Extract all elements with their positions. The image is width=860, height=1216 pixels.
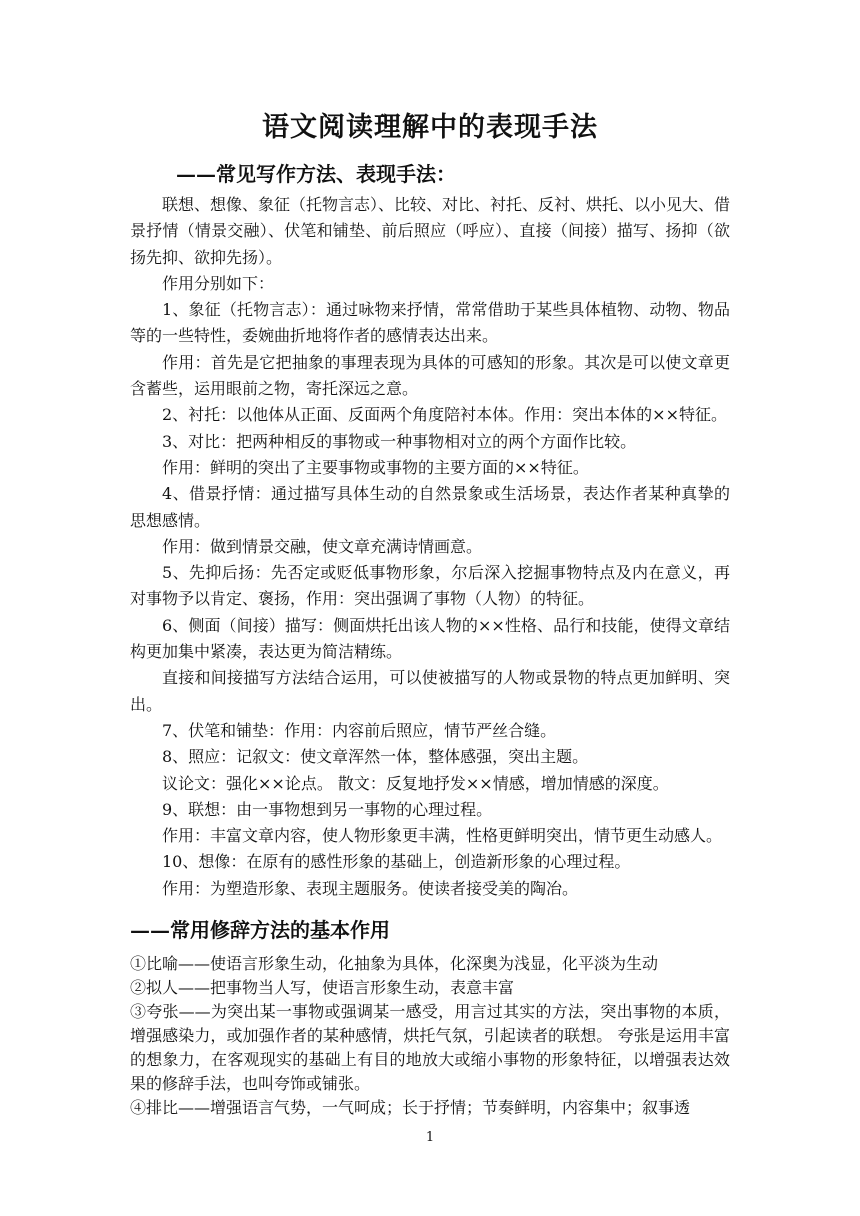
paragraph: 议论文：强化××论点。 散文：反复地抒发××情感，增加情感的深度。 xyxy=(162,773,669,793)
paragraph: 5、先抑后扬：先否定或贬低事物形象，尔后深入挖掘事物特点及内在意义，再对事物予以肯定、褒扬，作用：突出强调了事物（人物）的特征。 xyxy=(130,563,730,609)
paragraph: 7、伏笔和铺垫：作用：内容前后照应，情节严丝合缝。 xyxy=(162,720,557,740)
paragraph: 作用：首先是它把抽象的事理表现为具体的可感知的形象。其次是可以使文章更含蓄些，运用眼前之物，寄托深远之意。 xyxy=(130,352,730,399)
paragraph: ②拟人——把事物当人写，使语言形象生动，表意丰富 xyxy=(130,978,515,997)
paragraph: 8、照应：记叙文：使文章浑然一体，整体感强，突出主题。 xyxy=(162,747,589,767)
paragraph: 联想、想像、象征（托物言志）、比较、对比、衬托、反衬、烘托、以小见大、借景抒情（情景交融）、伏笔和铺垫、前后照应（呼应）、直接（间接）描写、扬抑（欲扬先抑、欲抑先扬）。 xyxy=(130,195,731,267)
paragraph: 10、想像：在原有的感性形象的基础上，创造新形象的心理过程。 xyxy=(162,852,631,872)
paragraph: ①比喻——使语言形象生动，化抽象为具体，化深奥为浅显，化平淡为生动 xyxy=(130,954,659,973)
section-heading-rhetoric: ——常用修辞方法的基本作用 xyxy=(130,918,390,942)
paragraph: 作用：丰富文章内容，使人物形象更丰满，性格更鲜明突出，情节更生动感人。 xyxy=(162,826,723,846)
paragraph: 作用：为塑造形象、表现主题服务。使读者接受美的陶冶。 xyxy=(162,878,579,898)
paragraph: 2、衬托：以他体从正面、反面两个角度陪衬本体。作用：突出本体的××特征。 xyxy=(162,405,727,425)
section-body-rhetoric xyxy=(130,952,730,1120)
paragraph: 3、对比：把两种相反的事物或一种事物相对立的两个方面作比较。 xyxy=(162,431,637,451)
paragraph: 6、侧面（间接）描写：侧面烘托出该人物的××性格、品行和技能，使得文章结构更加集中紧凑，表达更为简洁精练。 xyxy=(130,615,730,662)
paragraph: 直接和间接描写方法结合运用，可以使被描写的人物或景物的特点更加鲜明、突出。 xyxy=(130,668,730,714)
paragraph: ③夸张——为突出某一事物或强调某一感受，用言过其实的方法，突出事物的本质，增强感染力，或加强作者的某种感情，烘托气氛，引起读者的联想。 夸张是运用丰富的想象力，在客观现实的基础上有目的地放大或缩小事物的形象特征，以增强表达效果的修辞手法，也叫夸饰或铺张。 xyxy=(130,1002,730,1093)
paragraph: 作用：做到情景交融，使文章充满诗情画意。 xyxy=(162,536,483,556)
document-title: 语文阅读理解中的表现手法 xyxy=(262,112,598,143)
paragraph: ④排比——增强语言气势，一气呵成；长于抒情；节奏鲜明，内容集中；叙事透 xyxy=(130,1098,691,1117)
section-body-writing-methods xyxy=(130,192,730,902)
paragraph: 作用：鲜明的突出了主要事物或事物的主要方面的××特征。 xyxy=(162,457,589,477)
section-heading-writing-methods: ——常见写作方法、表现手法： xyxy=(176,162,456,186)
paragraph: 4、借景抒情：通过描写具体生动的自然景象或生活场景，表达作者某种真挚的思想感情。 xyxy=(130,484,730,530)
paragraph: 作用分别如下： xyxy=(162,273,275,293)
paragraph: 9、联想：由一事物想到另一事物的心理过程。 xyxy=(162,799,493,819)
page-number: 1 xyxy=(425,1130,435,1145)
paragraph: 1、象征（托物言志）：通过咏物来抒情，常常借助于某些具体植物、动物、物品等的一些特性，委婉曲折地将作者的感情表达出来。 xyxy=(130,300,730,346)
